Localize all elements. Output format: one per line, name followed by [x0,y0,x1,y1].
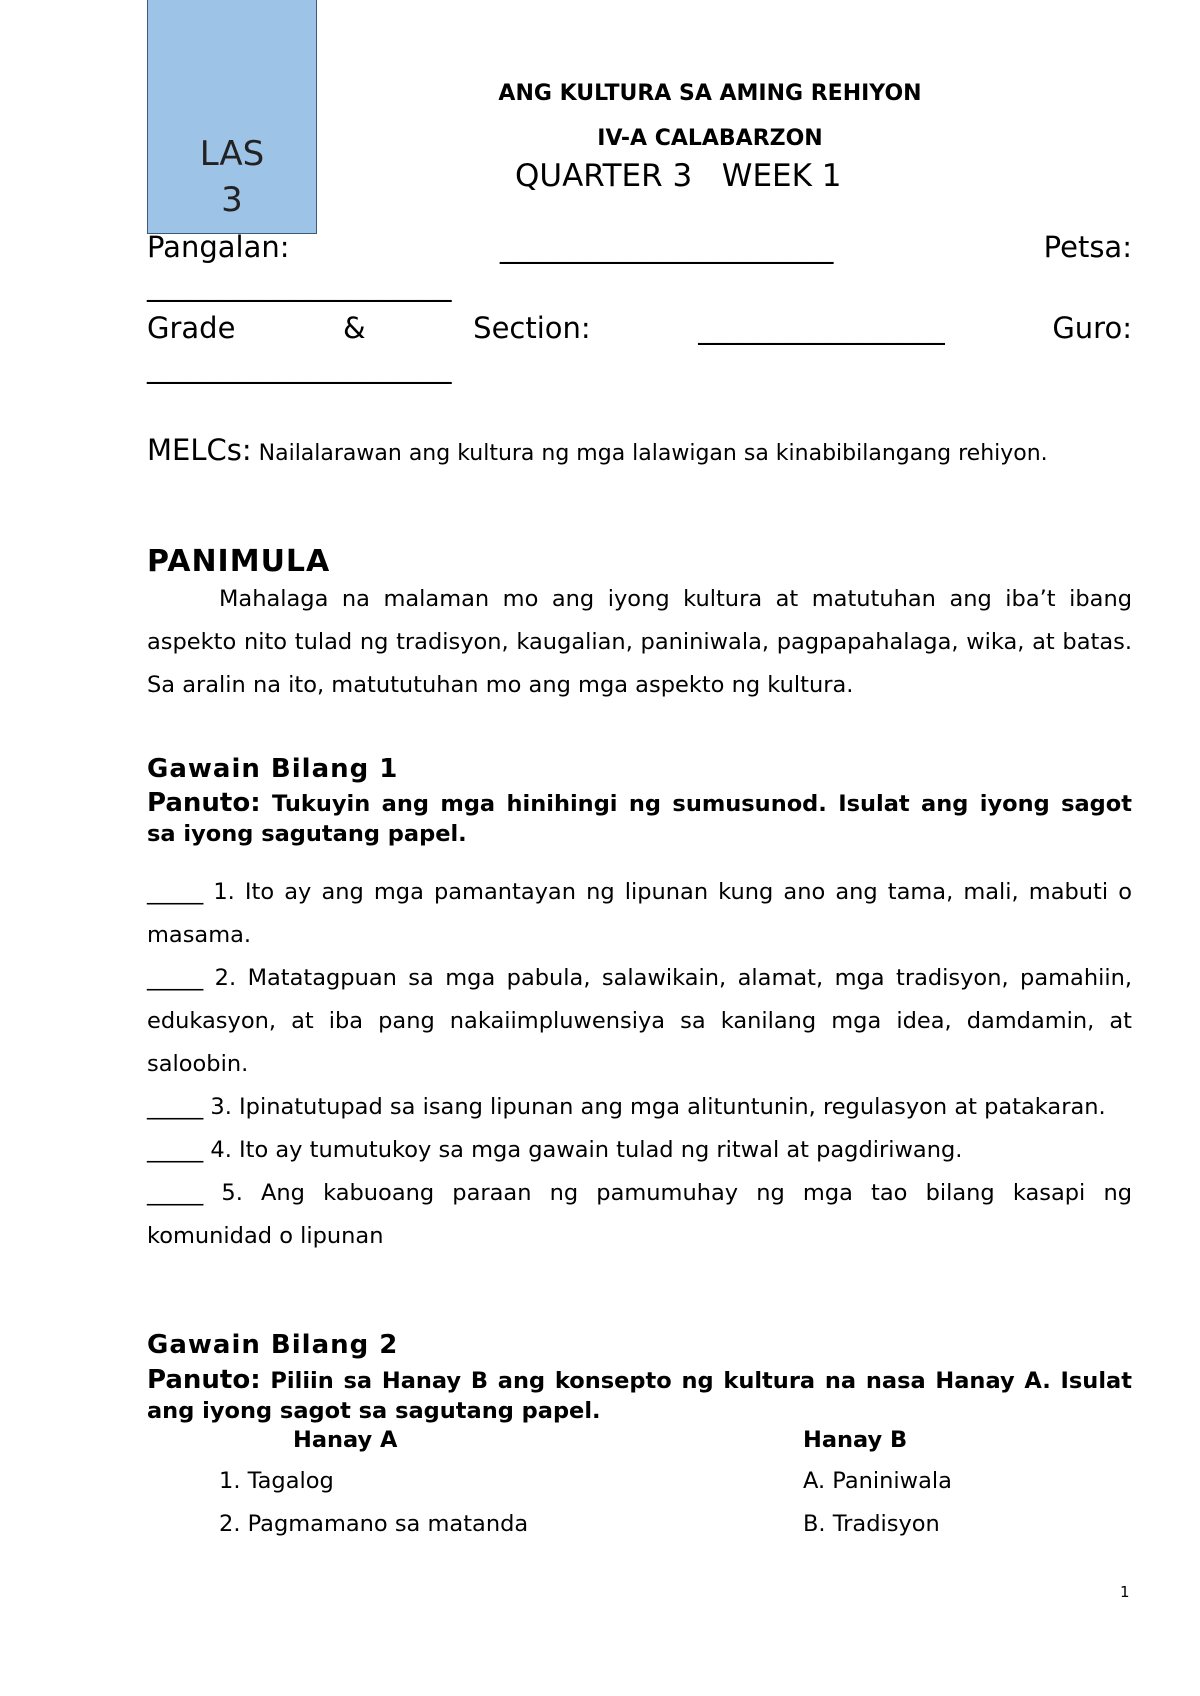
grade-label: Grade [147,311,236,345]
date-blank: _____________________ [147,268,452,302]
gawain2-panuto [147,1365,1132,1426]
teacher-blank: _____________________ [147,350,452,384]
region-title: IV-A CALABARZON [597,126,823,151]
gawain2-panuto-label: Panuto: [147,1365,261,1395]
name-date-row [147,230,1132,264]
gawain1-item: _____ 3. Ipinatutupad sa isang lipunan ang mga alituntunin, regulasyon at patakaran. [147,1094,1106,1120]
hanay-b-item: A. Paniniwala [803,1468,952,1494]
las-badge-line1: LAS [199,134,265,174]
gawain1-heading: Gawain Bilang 1 [147,754,399,784]
melcs-block [147,434,1132,470]
hanay-b-item: B. Tradisyon [803,1511,940,1537]
page-number: 1 [1120,1583,1130,1601]
gawain1-panuto-text: Tukuyin ang mga hinihingi ng sumusunod. Isulat ang iyong sagot sa iyong sagutang papel. [147,791,1132,847]
ampersand: & [342,311,366,345]
gawain1-item: _____ 5. Ang kabuoang paraan ng pamumuhay ng mga tao bilang kasapi ng komunidad o lipunan [147,1180,1132,1249]
gawain1-item: _____ 2. Matatagpuan sa mga pabula, salawikain, alamat, mga tradisyon, pamahiin, edukasyon, at iba pang nakaiimpluwensiya sa kanilang mga idea, damdamin, at saloobin. [147,965,1132,1077]
teacher-label: Guro: [1052,311,1132,345]
hanay-a-item: 1. Tagalog [219,1468,334,1494]
quarter-week [515,158,842,194]
week-label: WEEK 1 [721,158,842,194]
hanay-b-header: Hanay B [803,1427,908,1453]
gawain2-panuto-text: Piliin sa Hanay B ang konsepto ng kultura na nasa Hanay A. Isulat ang iyong sagot sa sagutang papel. [147,1368,1132,1424]
document-title: ANG KULTURA SA AMING REHIYON [498,81,922,106]
section-label: Section: [473,311,591,345]
name-blank: _______________________ [499,230,834,264]
grade-section-row [147,311,1132,345]
las-badge-line2: 3 [221,180,243,220]
hanay-a-header: Hanay A [293,1427,398,1453]
hanay-a-item: 2. Pagmamano sa matanda [219,1511,529,1537]
panimula-heading: PANIMULA [147,544,331,579]
melcs-text: Nailalarawan ang kultura ng mga lalawigan sa kinabibilangang rehiyon. [258,441,1048,466]
gawain1-item: _____ 4. Ito ay tumutukoy sa mga gawain tulad ng ritwal at pagdiriwang. [147,1137,963,1163]
gawain1-panuto [147,788,1132,849]
panimula-text: Mahalaga na malaman mo ang iyong kultura at matutuhan ang iba’t ibang aspekto nito tulad ng tradisyon, kaugalian, paniniwala, pagpapahalaga, wika, at batas. Sa aralin na ito, matututuhan mo ang mga aspekto ng kultura. [147,586,1132,698]
gawain1-item: _____ 1. Ito ay ang mga pamantayan ng lipunan kung ano ang tama, mali, mabuti o masama. [147,879,1132,948]
quarter-label: QUARTER 3 [515,158,693,194]
melcs-label: MELCs: [147,433,252,467]
gawain1-panuto-label: Panuto: [147,788,261,818]
las-badge [147,0,317,234]
gawain1-items [147,871,1132,1258]
section-blank: _________________ [698,311,945,345]
date-label: Petsa: [1043,230,1132,264]
gawain2-heading: Gawain Bilang 2 [147,1330,399,1360]
name-label: Pangalan: [147,230,290,264]
